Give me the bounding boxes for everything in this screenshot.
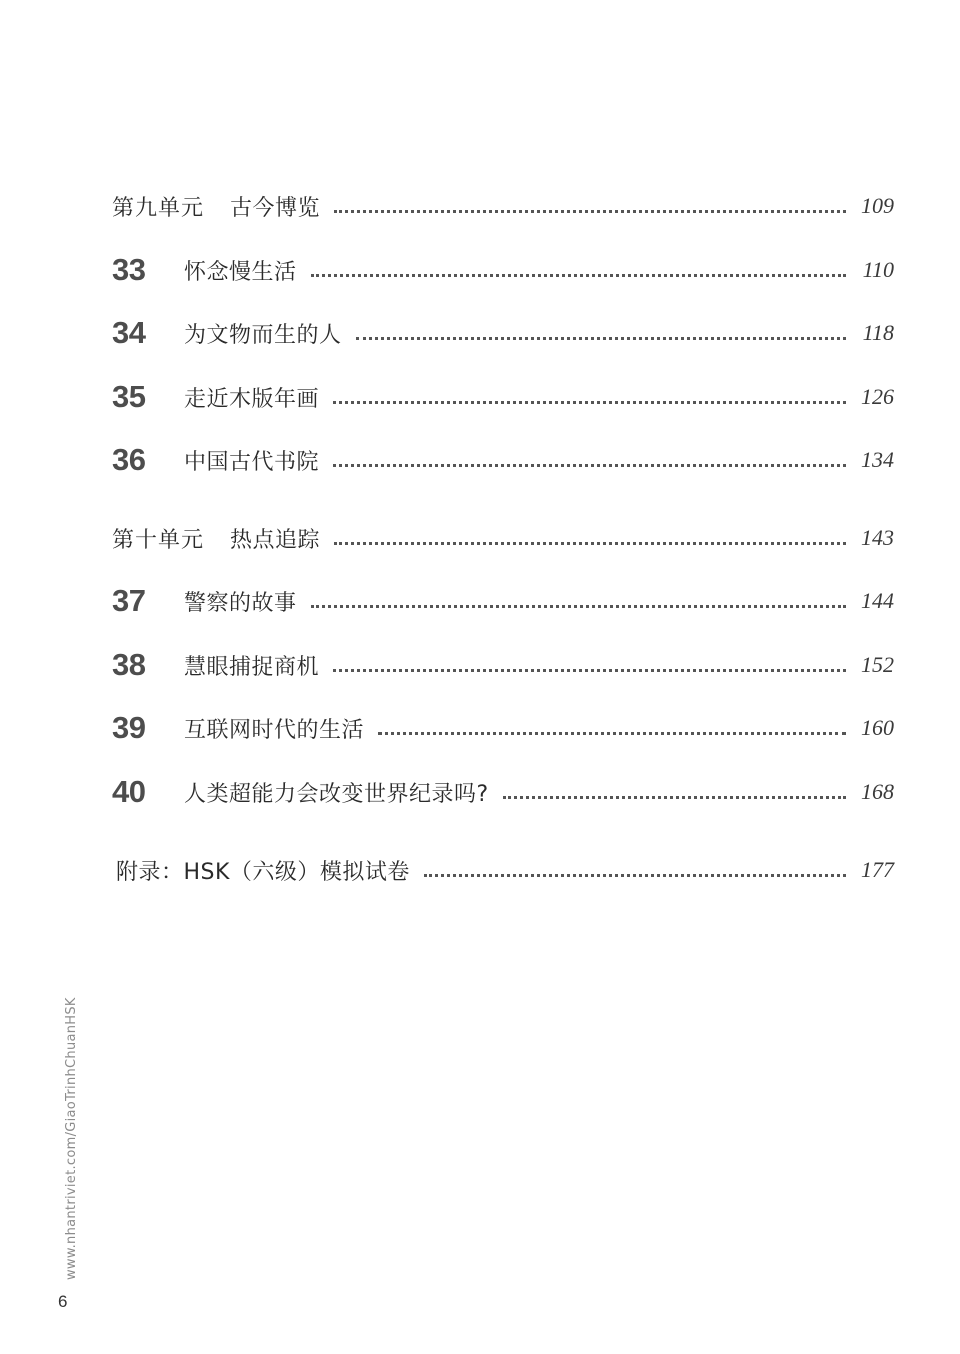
page-number: 152 [861,652,894,677]
page-number: 177 [861,857,894,882]
lesson-title: 警察的故事 [184,590,297,616]
page-number: 143 [861,525,894,550]
dot-leader [503,796,846,799]
lesson-row-36 [112,440,894,480]
lesson-title: 互联网时代的生活 [184,717,365,743]
lesson-number: 37 [112,583,146,618]
unit-heading-9 [112,186,894,226]
dot-leader [311,605,846,608]
dot-leader [311,274,846,277]
page-number: 126 [861,384,894,409]
lesson-title: 慧眼捕捉商机 [184,654,320,680]
dot-leader [424,874,846,877]
page-number: 118 [862,320,894,345]
lesson-row-37 [112,581,894,621]
lesson-number: 33 [112,252,146,287]
lesson-number: 35 [112,379,146,414]
lesson-title: 人类超能力会改变世界纪录吗? [184,781,489,807]
page-number: 110 [862,257,894,282]
lesson-row-40 [112,772,894,812]
page-number: 134 [861,447,894,472]
lesson-row-35 [112,377,894,417]
lesson-number: 38 [112,647,146,682]
unit-label: 第九单元 [112,195,205,221]
dot-leader [356,337,846,340]
lesson-title: 为文物而生的人 [184,322,342,348]
dot-leader [334,210,846,213]
lesson-number: 34 [112,315,146,350]
dot-leader [333,401,846,404]
lesson-title: 走近木版年画 [184,386,320,412]
lesson-number: 40 [112,774,146,809]
lesson-title: 中国古代书院 [184,449,320,475]
lesson-row-34 [112,313,894,353]
lesson-number: 36 [112,442,146,477]
page-number: 109 [861,193,894,218]
side-url-watermark: www.nhantriviet.com/GiaoTrinhChuanHSK [64,997,79,1280]
page-number: 160 [861,715,894,740]
page-number: 144 [861,588,894,613]
lesson-number: 39 [112,710,146,745]
dot-leader [378,732,846,735]
page-number: 168 [861,779,894,804]
lesson-row-33 [112,250,894,290]
unit-label: 第十单元 [112,527,205,553]
dot-leader [334,542,846,545]
lesson-title: 怀念慢生活 [184,259,297,285]
unit-heading-10 [112,518,894,558]
dot-leader [333,464,846,467]
lesson-row-38 [112,645,894,685]
lesson-row-39 [112,708,894,748]
appendix-title: 附录：HSK（六级）模拟试卷 [116,859,410,885]
appendix-row [116,850,894,890]
folio-page-number: 6 [58,1292,68,1311]
unit-title: 热点追踪 [230,527,321,553]
unit-title: 古今博览 [230,195,321,221]
dot-leader [333,669,846,672]
